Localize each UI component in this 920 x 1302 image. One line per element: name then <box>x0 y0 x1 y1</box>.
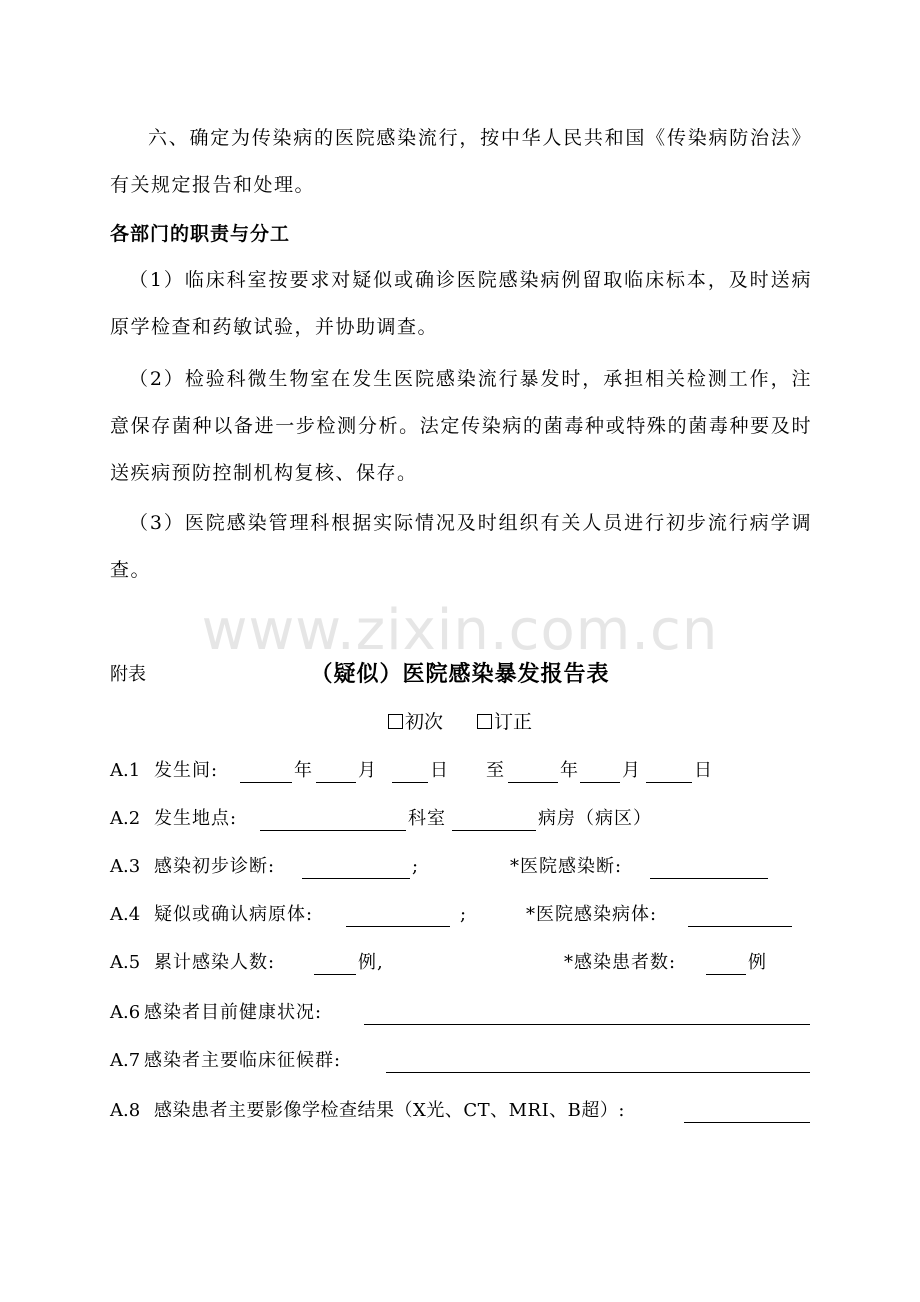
a6-health-status-field[interactable] <box>364 1002 810 1025</box>
a4-sep: ; <box>460 904 468 925</box>
row-a8 <box>110 1094 812 1128</box>
check-initial[interactable] <box>388 707 443 737</box>
check-revised[interactable] <box>477 707 532 737</box>
checkbox-icon[interactable] <box>388 714 403 729</box>
a2-location-field[interactable] <box>260 808 406 831</box>
row-a2 <box>110 802 812 836</box>
section-heading: 各部门的职责与分工 <box>110 223 291 245</box>
a4-right-label: *医院感染病体: <box>526 904 658 925</box>
a7-num: A.7 <box>110 1050 141 1071</box>
a6-label: 感染者目前健康状况: <box>144 1002 323 1023</box>
watermark: www.zixin.com.cn <box>201 598 719 663</box>
a8-label: 感染患者主要影像学检查结果（X光、CT、MRI、B超）: <box>154 1100 625 1121</box>
a5-right-field[interactable] <box>706 952 746 975</box>
check-initial-label: 初次 <box>404 711 443 733</box>
a1-month-label: 月 <box>358 760 377 781</box>
a1-label: 发生间: <box>154 760 219 781</box>
a5-unit: 例, <box>358 952 384 973</box>
a1-num: A.1 <box>110 760 141 781</box>
a8-imaging-field[interactable] <box>684 1100 810 1123</box>
a4-label: 疑似或确认病原体: <box>154 904 314 925</box>
a7-syndrome-field[interactable] <box>386 1050 810 1073</box>
a7-label: 感染者主要临床征候群: <box>144 1050 342 1071</box>
check-revised-label: 订正 <box>494 711 533 733</box>
paragraph-six: 六、确定为传染病的医院感染流行，按中华人民共和国《传染病防治法》有关规定报告和处理。 <box>110 127 812 196</box>
a2-label: 发生地点: <box>154 808 238 829</box>
paragraph-management: （3）医院感染管理科根据实际情况及时组织有关人员进行初步流行病学调查。 <box>110 512 812 581</box>
row-a6 <box>110 996 812 1030</box>
form-title: （疑似）医院感染暴发报告表 <box>310 661 610 687</box>
a4-pathogen-field[interactable] <box>346 904 450 927</box>
a1-year2-label: 年 <box>560 760 579 781</box>
a3-right-label: *医院感染断: <box>510 856 623 877</box>
a1-day2-label: 日 <box>694 760 713 781</box>
a2-ward-field[interactable] <box>452 808 536 831</box>
a1-end-month-field[interactable] <box>580 760 620 783</box>
paragraph-clinical: （1）临床科室按要求对疑似或确诊医院感染病例留取临床标本，及时送病原学检查和药敏试验，并协助调查。 <box>110 269 812 338</box>
a3-diagnosis-field[interactable] <box>302 856 410 879</box>
a2-ward-label: 病房（病区） <box>538 808 652 829</box>
row-a5 <box>110 946 812 980</box>
a4-right-field[interactable] <box>688 904 792 927</box>
a2-num: A.2 <box>110 808 141 829</box>
a1-year-label: 年 <box>294 760 313 781</box>
a1-to-label: 至 <box>486 760 505 781</box>
a6-num: A.6 <box>110 1002 141 1023</box>
a5-num: A.5 <box>110 952 141 973</box>
a5-unit2: 例 <box>748 952 767 973</box>
a4-num: A.4 <box>110 904 141 925</box>
a1-end-year-field[interactable] <box>508 760 558 783</box>
a1-month2-label: 月 <box>622 760 641 781</box>
row-a1 <box>110 754 812 788</box>
paragraph-lab: （2）检验科微生物室在发生医院感染流行暴发时，承担相关检测工作，注意保存菌种以备进一步检测分析。法定传染病的菌毒种或特殊的菌毒种要及时送疾病预防控制机构复核、保存。 <box>110 368 812 484</box>
row-a3 <box>110 850 812 884</box>
a5-label: 累计感染人数: <box>154 952 276 973</box>
attachment-label: 附表 <box>110 664 146 685</box>
row-a7 <box>110 1044 812 1078</box>
a1-start-year-field[interactable] <box>240 760 292 783</box>
a1-start-day-field[interactable] <box>392 760 428 783</box>
a8-num: A.8 <box>110 1100 141 1121</box>
a3-sep: ; <box>412 856 420 877</box>
a5-cumulative-field[interactable] <box>314 952 356 975</box>
report-type-checks <box>0 707 920 737</box>
a2-dept-label: 科室 <box>408 808 446 829</box>
a3-num: A.3 <box>110 856 141 877</box>
a3-right-field[interactable] <box>650 856 768 879</box>
a1-day-label: 日 <box>430 760 449 781</box>
checkbox-icon[interactable] <box>477 714 492 729</box>
a3-label: 感染初步诊断: <box>154 856 276 877</box>
a5-right-label: *感染患者数: <box>564 952 677 973</box>
a1-start-month-field[interactable] <box>316 760 356 783</box>
a1-end-day-field[interactable] <box>646 760 692 783</box>
row-a4 <box>110 898 812 932</box>
